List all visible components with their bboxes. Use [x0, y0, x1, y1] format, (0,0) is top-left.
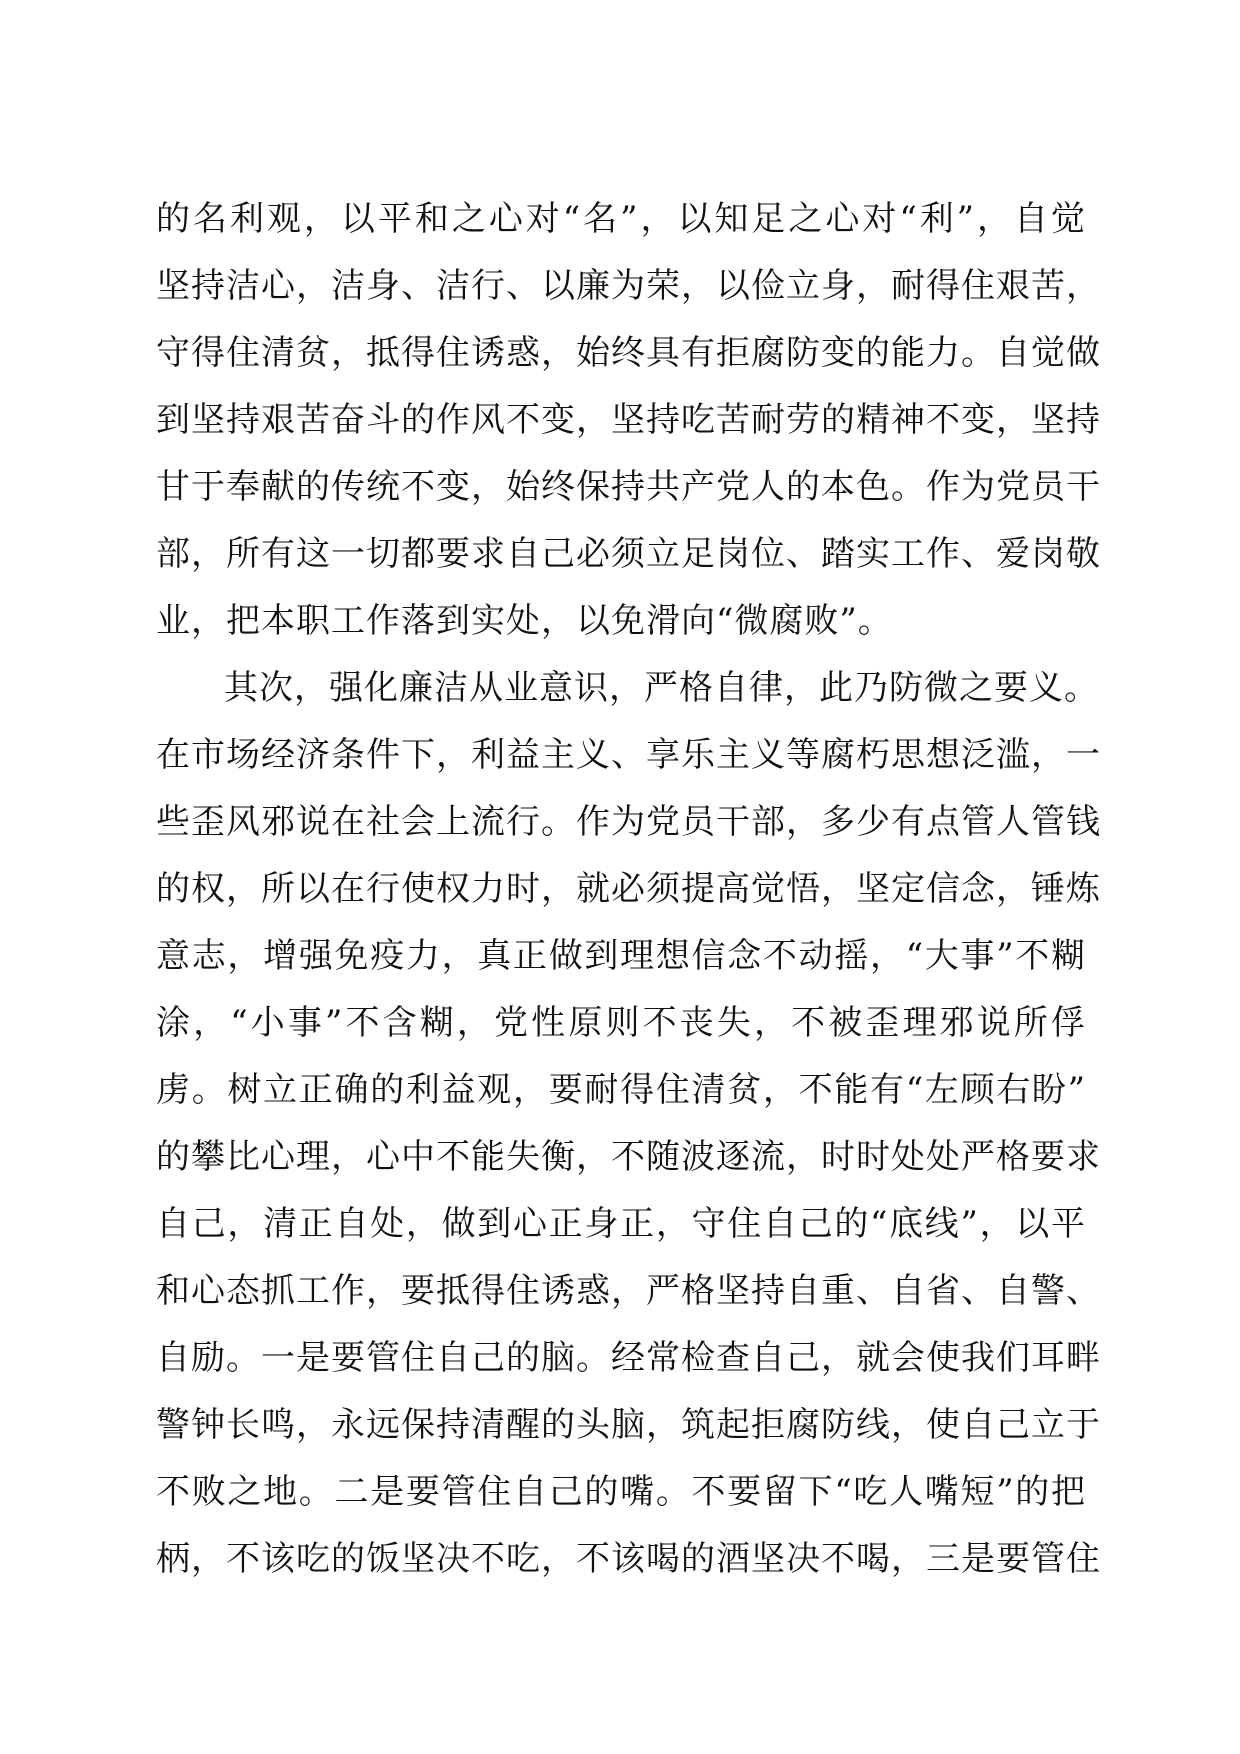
- text-line: 虏。树立正确的利益观，要耐得住清贫，不能有“左顾右盼”: [156, 1070, 1086, 1110]
- text-line: 自励。一是要管住自己的脑。经常检查自己，就会使我们耳畔: [156, 1338, 1101, 1378]
- text-line: 的权，所以在行使权力时，就必须提高觉悟，坚定信念，锤炼: [156, 869, 1101, 909]
- paragraph-start-line: 其次，强化廉洁从业意识，严格自律，此乃防微之要义。: [224, 668, 1099, 708]
- text-line: 意志，增强免疫力，真正做到理想信念不动摇，“大事”不糊: [156, 936, 1086, 976]
- text-line: 警钟长鸣，永远保持清醒的头脑，筑起拒腐防线，使自己立于: [156, 1405, 1101, 1445]
- text-line: 到坚持艰苦奋斗的作风不变，坚持吃苦耐劳的精神不变，坚持: [156, 400, 1101, 440]
- document-body: [156, 186, 1101, 1593]
- text-line: 自己，清正自处，做到心正身正，守住自己的“底线”，以平: [156, 1204, 1086, 1244]
- text-line: 守得住清贫，抵得住诱惑，始终具有拒腐防变的能力。自觉做: [156, 333, 1101, 373]
- text-line: 业，把本职工作落到实处，以免滑向“微腐败”。: [156, 601, 893, 641]
- text-line: 部，所有这一切都要求自己必须立足岗位、踏实工作、爱岗敬: [156, 534, 1101, 574]
- text-line: 的攀比心理，心中不能失衡，不随波逐流，时时处处严格要求: [156, 1137, 1101, 1177]
- text-line: 甘于奉献的传统不变，始终保持共产党人的本色。作为党员干: [156, 467, 1101, 507]
- text-line: 些歪风邪说在社会上流行。作为党员干部，多少有点管人管钱: [156, 802, 1101, 842]
- text-line: 和心态抓工作，要抵得住诱惑，严格坚持自重、自省、自警、: [156, 1271, 1101, 1311]
- text-line: 涂，“小事”不含糊，党性原则不丧失，不被歪理邪说所俘: [156, 1003, 1086, 1043]
- text-line: 的名利观，以平和之心对“名”，以知足之心对“利”，自觉: [156, 199, 1086, 239]
- text-line: 不败之地。二是要管住自己的嘴。不要留下“吃人嘴短”的把: [156, 1472, 1086, 1512]
- text-line: 在市场经济条件下，利益主义、享乐主义等腐朽思想泛滥，一: [156, 735, 1101, 775]
- text-line: 柄，不该吃的饭坚决不吃，不该喝的酒坚决不喝，三是要管住: [156, 1539, 1101, 1579]
- text-line: 坚持洁心，洁身、洁行、以廉为荣，以俭立身，耐得住艰苦，: [156, 266, 1101, 306]
